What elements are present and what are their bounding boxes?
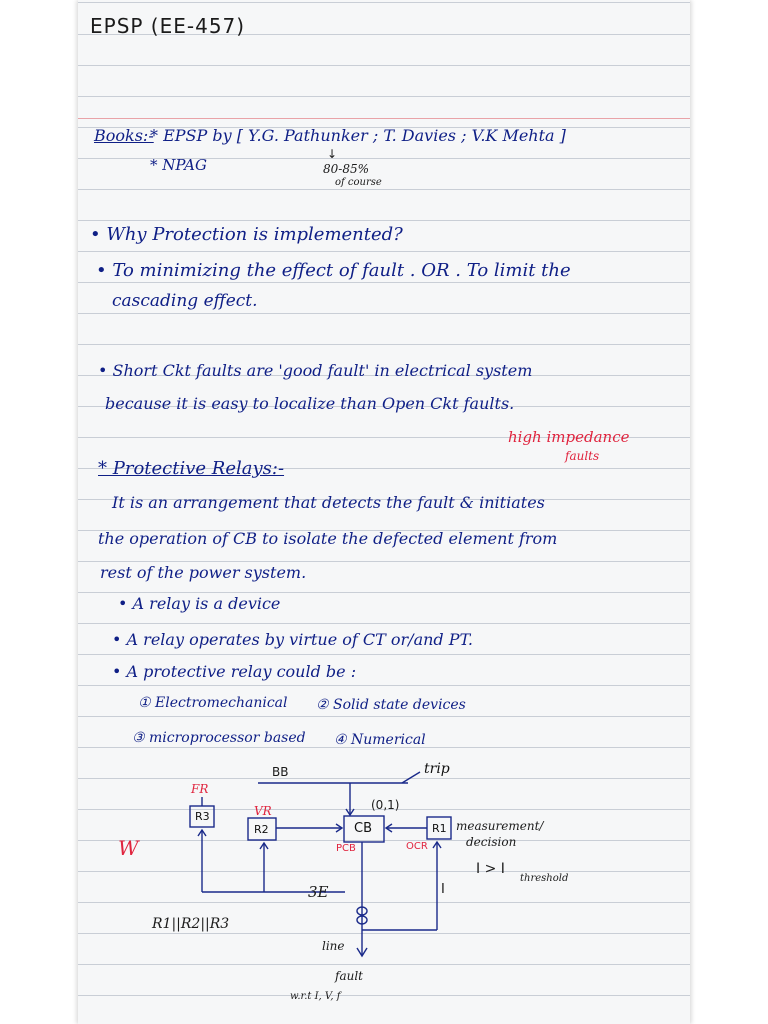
three-e-label: 3E xyxy=(308,883,329,901)
threshold-condition: I > I xyxy=(476,861,505,877)
relays-bullet-1: • A relay is a device xyxy=(118,594,281,613)
relays-definition-3: rest of the power system. xyxy=(100,563,307,582)
current-label: I xyxy=(441,882,445,897)
short-ckt-annotation-2: faults xyxy=(565,449,600,463)
books-line-1: * EPSP by [ Y.G. Pathunker ; T. Davies ; V.K Mehta ] xyxy=(150,126,566,145)
bus-bar-label: BB xyxy=(272,765,289,779)
why-answer-1: • To minimizing the effect of fault . OR . To limit the xyxy=(96,260,571,281)
relays-definition-2: the operation of CB to isolate the defected element from xyxy=(98,529,558,548)
r1-label: R1 xyxy=(432,822,447,835)
notebook-page xyxy=(78,0,690,1024)
relays-option-3: ③ microprocessor based xyxy=(132,730,306,746)
books-note-course: of course xyxy=(335,177,382,188)
measurement-label: measurement/ xyxy=(456,819,544,833)
course-title: EPSP (EE-457) xyxy=(90,14,246,38)
books-line-2: * NPAG xyxy=(150,156,207,174)
ocr-label: OCR xyxy=(406,841,428,852)
relays-option-2: ② Solid state devices xyxy=(316,697,466,713)
relays-option-1: ① Electromechanical xyxy=(138,695,288,711)
fault-label: fault xyxy=(335,969,363,983)
line-label: line xyxy=(322,939,345,953)
pcb-label: PCB xyxy=(336,843,356,854)
fr-label: FR xyxy=(191,782,209,796)
r3-label: R3 xyxy=(195,810,210,823)
vr-label: VR xyxy=(254,804,272,818)
cb-label: CB xyxy=(354,821,372,836)
short-ckt-line-2: because it is easy to localize than Open Ckt faults. xyxy=(105,394,515,413)
margin-mark: W xyxy=(118,836,139,860)
r2-label: R2 xyxy=(254,823,269,836)
books-note-pct: 80-85% xyxy=(323,162,369,176)
books-note-arrow: ↓ xyxy=(327,147,338,161)
trip-label: trip xyxy=(424,761,450,777)
relays-option-4: ④ Numerical xyxy=(334,732,426,748)
parallel-relays-label: R1||R2||R3 xyxy=(152,916,230,932)
relays-definition-1: It is an arrangement that detects the fault & initiates xyxy=(112,493,545,512)
margin-line xyxy=(78,118,690,119)
decision-label: decision xyxy=(466,835,517,849)
books-label: Books:- xyxy=(94,126,154,145)
relays-bullet-2: • A relay operates by virtue of CT or/and PT. xyxy=(112,630,473,649)
why-question: • Why Protection is implemented? xyxy=(90,224,403,245)
wrt-label: w.r.t I, V, f xyxy=(290,991,341,1002)
cb-state-label: (0,1) xyxy=(371,798,400,812)
relays-heading: * Protective Relays:- xyxy=(98,458,285,479)
short-ckt-annotation-1: high impedance xyxy=(508,428,630,446)
short-ckt-line-1: • Short Ckt faults are 'good fault' in electrical system xyxy=(98,361,533,380)
threshold-subscript: threshold xyxy=(520,873,569,884)
relays-bullet-3: • A protective relay could be : xyxy=(112,662,357,681)
why-answer-2: cascading effect. xyxy=(112,291,258,311)
